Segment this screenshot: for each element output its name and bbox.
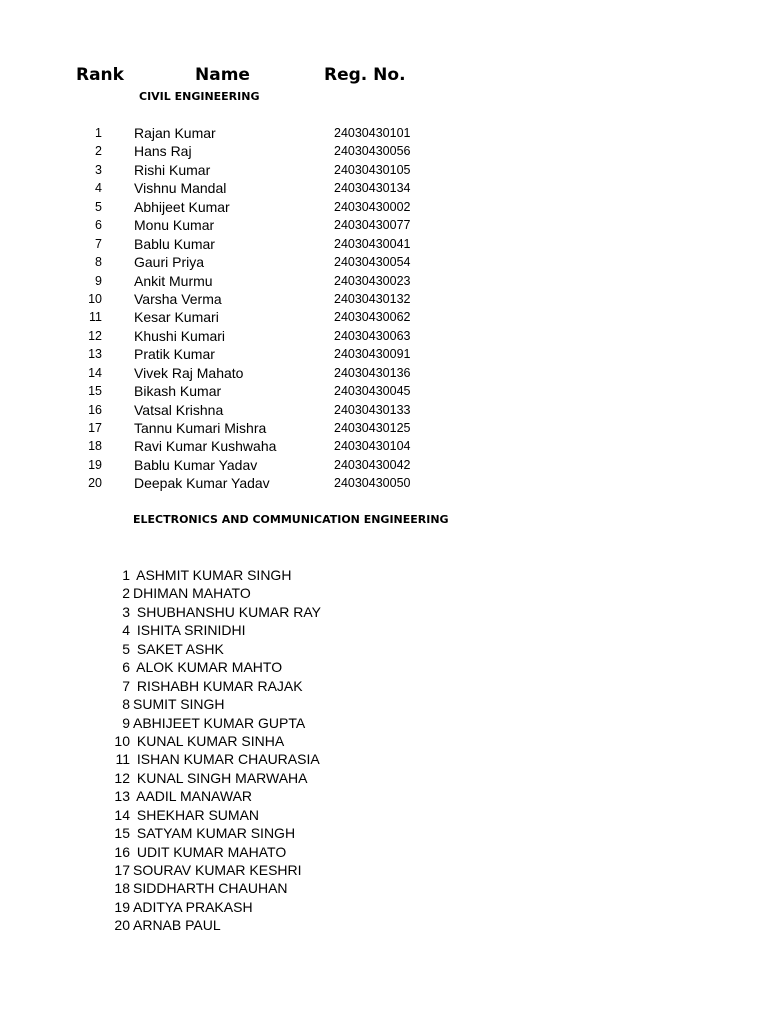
student-name: ADITYA PRAKASH [133, 898, 253, 915]
list-item [0, 345, 768, 363]
rank-value: 9 [95, 273, 102, 288]
reg-number: 24030430041 [334, 236, 411, 251]
list-item [0, 142, 768, 160]
student-name: UDIT KUMAR MAHATO [133, 843, 287, 860]
ece-list [0, 566, 768, 935]
rank-value: 4 [122, 622, 130, 639]
list-item [0, 695, 768, 713]
rank-value: 16 [88, 402, 102, 417]
rank-value: 3 [95, 162, 102, 177]
rank-value: 18 [114, 880, 130, 897]
reg-number: 24030430050 [334, 476, 411, 491]
list-item [0, 253, 768, 271]
rank-value: 14 [88, 365, 102, 380]
list-item [0, 382, 768, 400]
student-name: SHUBHANSHU KUMAR RAY [133, 603, 321, 620]
list-item [0, 621, 768, 639]
student-name: Monu Kumar [134, 217, 215, 234]
reg-number: 24030430136 [334, 365, 411, 380]
student-name: Bablu Kumar [134, 235, 215, 252]
student-name: Deepak Kumar Yadav [134, 475, 270, 492]
student-name: SAKET ASHK [133, 640, 224, 657]
list-item [0, 732, 768, 750]
rank-value: 7 [122, 677, 130, 694]
student-name: SIDDHARTH CHAUHAN [133, 880, 288, 897]
civil-engineering-title: CIVIL ENGINEERING [139, 90, 260, 103]
rank-value: 13 [114, 788, 130, 805]
list-item [0, 861, 768, 879]
student-name: Gauri Priya [134, 254, 205, 271]
list-item [0, 419, 768, 437]
student-name: ASHMIT KUMAR SINGH [133, 567, 292, 583]
student-name: Ankit Murmu [134, 272, 213, 289]
list-item [0, 364, 768, 382]
rank-value: 7 [95, 236, 102, 251]
rank-value: 8 [122, 696, 130, 713]
list-item [0, 714, 768, 732]
list-item [0, 806, 768, 824]
reg-number: 24030430077 [334, 218, 411, 233]
rank-value: 8 [95, 255, 102, 270]
reg-number: 24030430056 [334, 144, 411, 159]
reg-number: 24030430042 [334, 457, 411, 472]
student-name: ISHAN KUMAR CHAURASIA [133, 751, 320, 768]
student-name: SHEKHAR SUMAN [133, 806, 260, 823]
student-name: Varsha Verma [134, 290, 222, 307]
student-name: Rishi Kumar [134, 161, 211, 178]
list-item [0, 843, 768, 861]
list-item [0, 456, 768, 474]
student-name: SUMIT SINGH [133, 696, 225, 713]
rank-value: 5 [95, 199, 102, 214]
list-item [0, 179, 768, 197]
reg-no-column-header: Reg. No. [324, 65, 406, 85]
student-name: ISHITA SRINIDHI [133, 622, 246, 639]
reg-number: 24030430104 [334, 439, 411, 454]
reg-number: 24030430125 [334, 421, 411, 435]
rank-value: 11 [89, 310, 102, 325]
rank-value: 9 [122, 714, 130, 731]
reg-number: 24030430023 [334, 273, 411, 288]
student-name: AADIL MANAWAR [133, 788, 253, 805]
student-name: ALOK KUMAR MAHTO [133, 659, 283, 676]
rank-value: 12 [88, 328, 102, 343]
student-name: KUNAL SINGH MARWAHA [133, 769, 308, 786]
rank-value: 2 [95, 144, 102, 159]
student-name: Rajan Kumar [134, 125, 216, 141]
rank-value: 11 [115, 751, 130, 768]
student-name: SOURAV KUMAR KESHRI [133, 862, 302, 878]
reg-number: 24030430063 [334, 328, 411, 343]
list-item [0, 437, 768, 455]
rank-value: 1 [122, 567, 130, 583]
rank-value: 5 [122, 640, 130, 657]
list-item [0, 161, 768, 179]
list-item [0, 124, 768, 142]
rank-value: 17 [114, 862, 130, 878]
student-name: SATYAM KUMAR SINGH [133, 825, 296, 842]
rank-column-header: Rank [76, 65, 124, 85]
list-item [0, 658, 768, 676]
rank-value: 13 [88, 347, 102, 362]
list-item [0, 916, 768, 934]
rank-value: 20 [88, 476, 102, 491]
list-item [0, 327, 768, 345]
student-name: Tannu Kumari Mishra [134, 420, 267, 436]
student-name: KUNAL KUMAR SINHA [133, 732, 285, 749]
list-item [0, 235, 768, 253]
rank-value: 10 [88, 291, 102, 306]
student-name: RISHABH KUMAR RAJAK [133, 677, 303, 694]
rank-value: 16 [114, 843, 130, 860]
student-name: Khushi Kumari [134, 327, 226, 344]
reg-number: 24030430134 [334, 181, 411, 196]
rank-value: 4 [95, 181, 102, 196]
student-name: Vivek Raj Mahato [134, 364, 244, 381]
rank-value: 2 [122, 585, 130, 602]
reg-number: 24030430002 [334, 199, 411, 214]
ece-title: ELECTRONICS AND COMMUNICATION ENGINEERING [133, 513, 449, 526]
rank-value: 1 [95, 126, 102, 140]
list-item [0, 216, 768, 234]
rank-value: 6 [95, 218, 102, 233]
student-name: Pratik Kumar [134, 346, 215, 363]
name-column-header: Name [195, 65, 250, 85]
reg-number: 24030430091 [334, 347, 411, 362]
student-name: Vishnu Mandal [134, 180, 227, 197]
list-item [0, 603, 768, 621]
list-item [0, 750, 768, 768]
rank-value: 19 [114, 898, 130, 915]
reg-number: 24030430132 [334, 291, 411, 306]
student-name: Hans Raj [134, 143, 192, 160]
reg-number: 24030430101 [334, 126, 411, 140]
student-name: Bablu Kumar Yadav [134, 456, 258, 473]
list-item [0, 824, 768, 842]
student-name: Bikash Kumar [134, 383, 222, 400]
student-name: Abhijeet Kumar [134, 198, 230, 215]
list-item [0, 308, 768, 326]
reg-number: 24030430045 [334, 384, 411, 399]
rank-value: 12 [114, 769, 130, 786]
list-item [0, 566, 768, 584]
list-item [0, 898, 768, 916]
rank-value: 14 [114, 806, 130, 823]
list-item [0, 584, 768, 602]
student-name: ARNAB PAUL [133, 917, 221, 934]
list-item [0, 290, 768, 308]
list-item [0, 787, 768, 805]
student-name: Kesar Kumari [134, 309, 219, 326]
list-item [0, 879, 768, 897]
list-item [0, 198, 768, 216]
list-item [0, 272, 768, 290]
rank-value: 6 [122, 659, 130, 676]
list-item [0, 769, 768, 787]
rank-value: 3 [122, 603, 130, 620]
rank-value: 10 [114, 732, 130, 749]
reg-number: 24030430133 [334, 402, 411, 417]
rank-value: 15 [88, 384, 102, 399]
student-name: Vatsal Krishna [134, 401, 224, 418]
rank-value: 20 [114, 917, 130, 934]
student-name: DHIMAN MAHATO [133, 585, 251, 602]
rank-value: 19 [88, 457, 102, 472]
reg-number: 24030430105 [334, 162, 411, 177]
reg-number: 24030430062 [334, 310, 411, 325]
rank-value: 18 [88, 439, 102, 454]
list-item [0, 474, 768, 492]
list-item [0, 677, 768, 695]
student-name: ABHIJEET KUMAR GUPTA [133, 714, 306, 731]
civil-engineering-list [0, 124, 768, 493]
list-item [0, 640, 768, 658]
rank-value: 17 [88, 421, 102, 435]
list-item [0, 401, 768, 419]
reg-number: 24030430054 [334, 255, 411, 270]
student-name: Ravi Kumar Kushwaha [134, 438, 277, 455]
rank-value: 15 [114, 825, 130, 842]
